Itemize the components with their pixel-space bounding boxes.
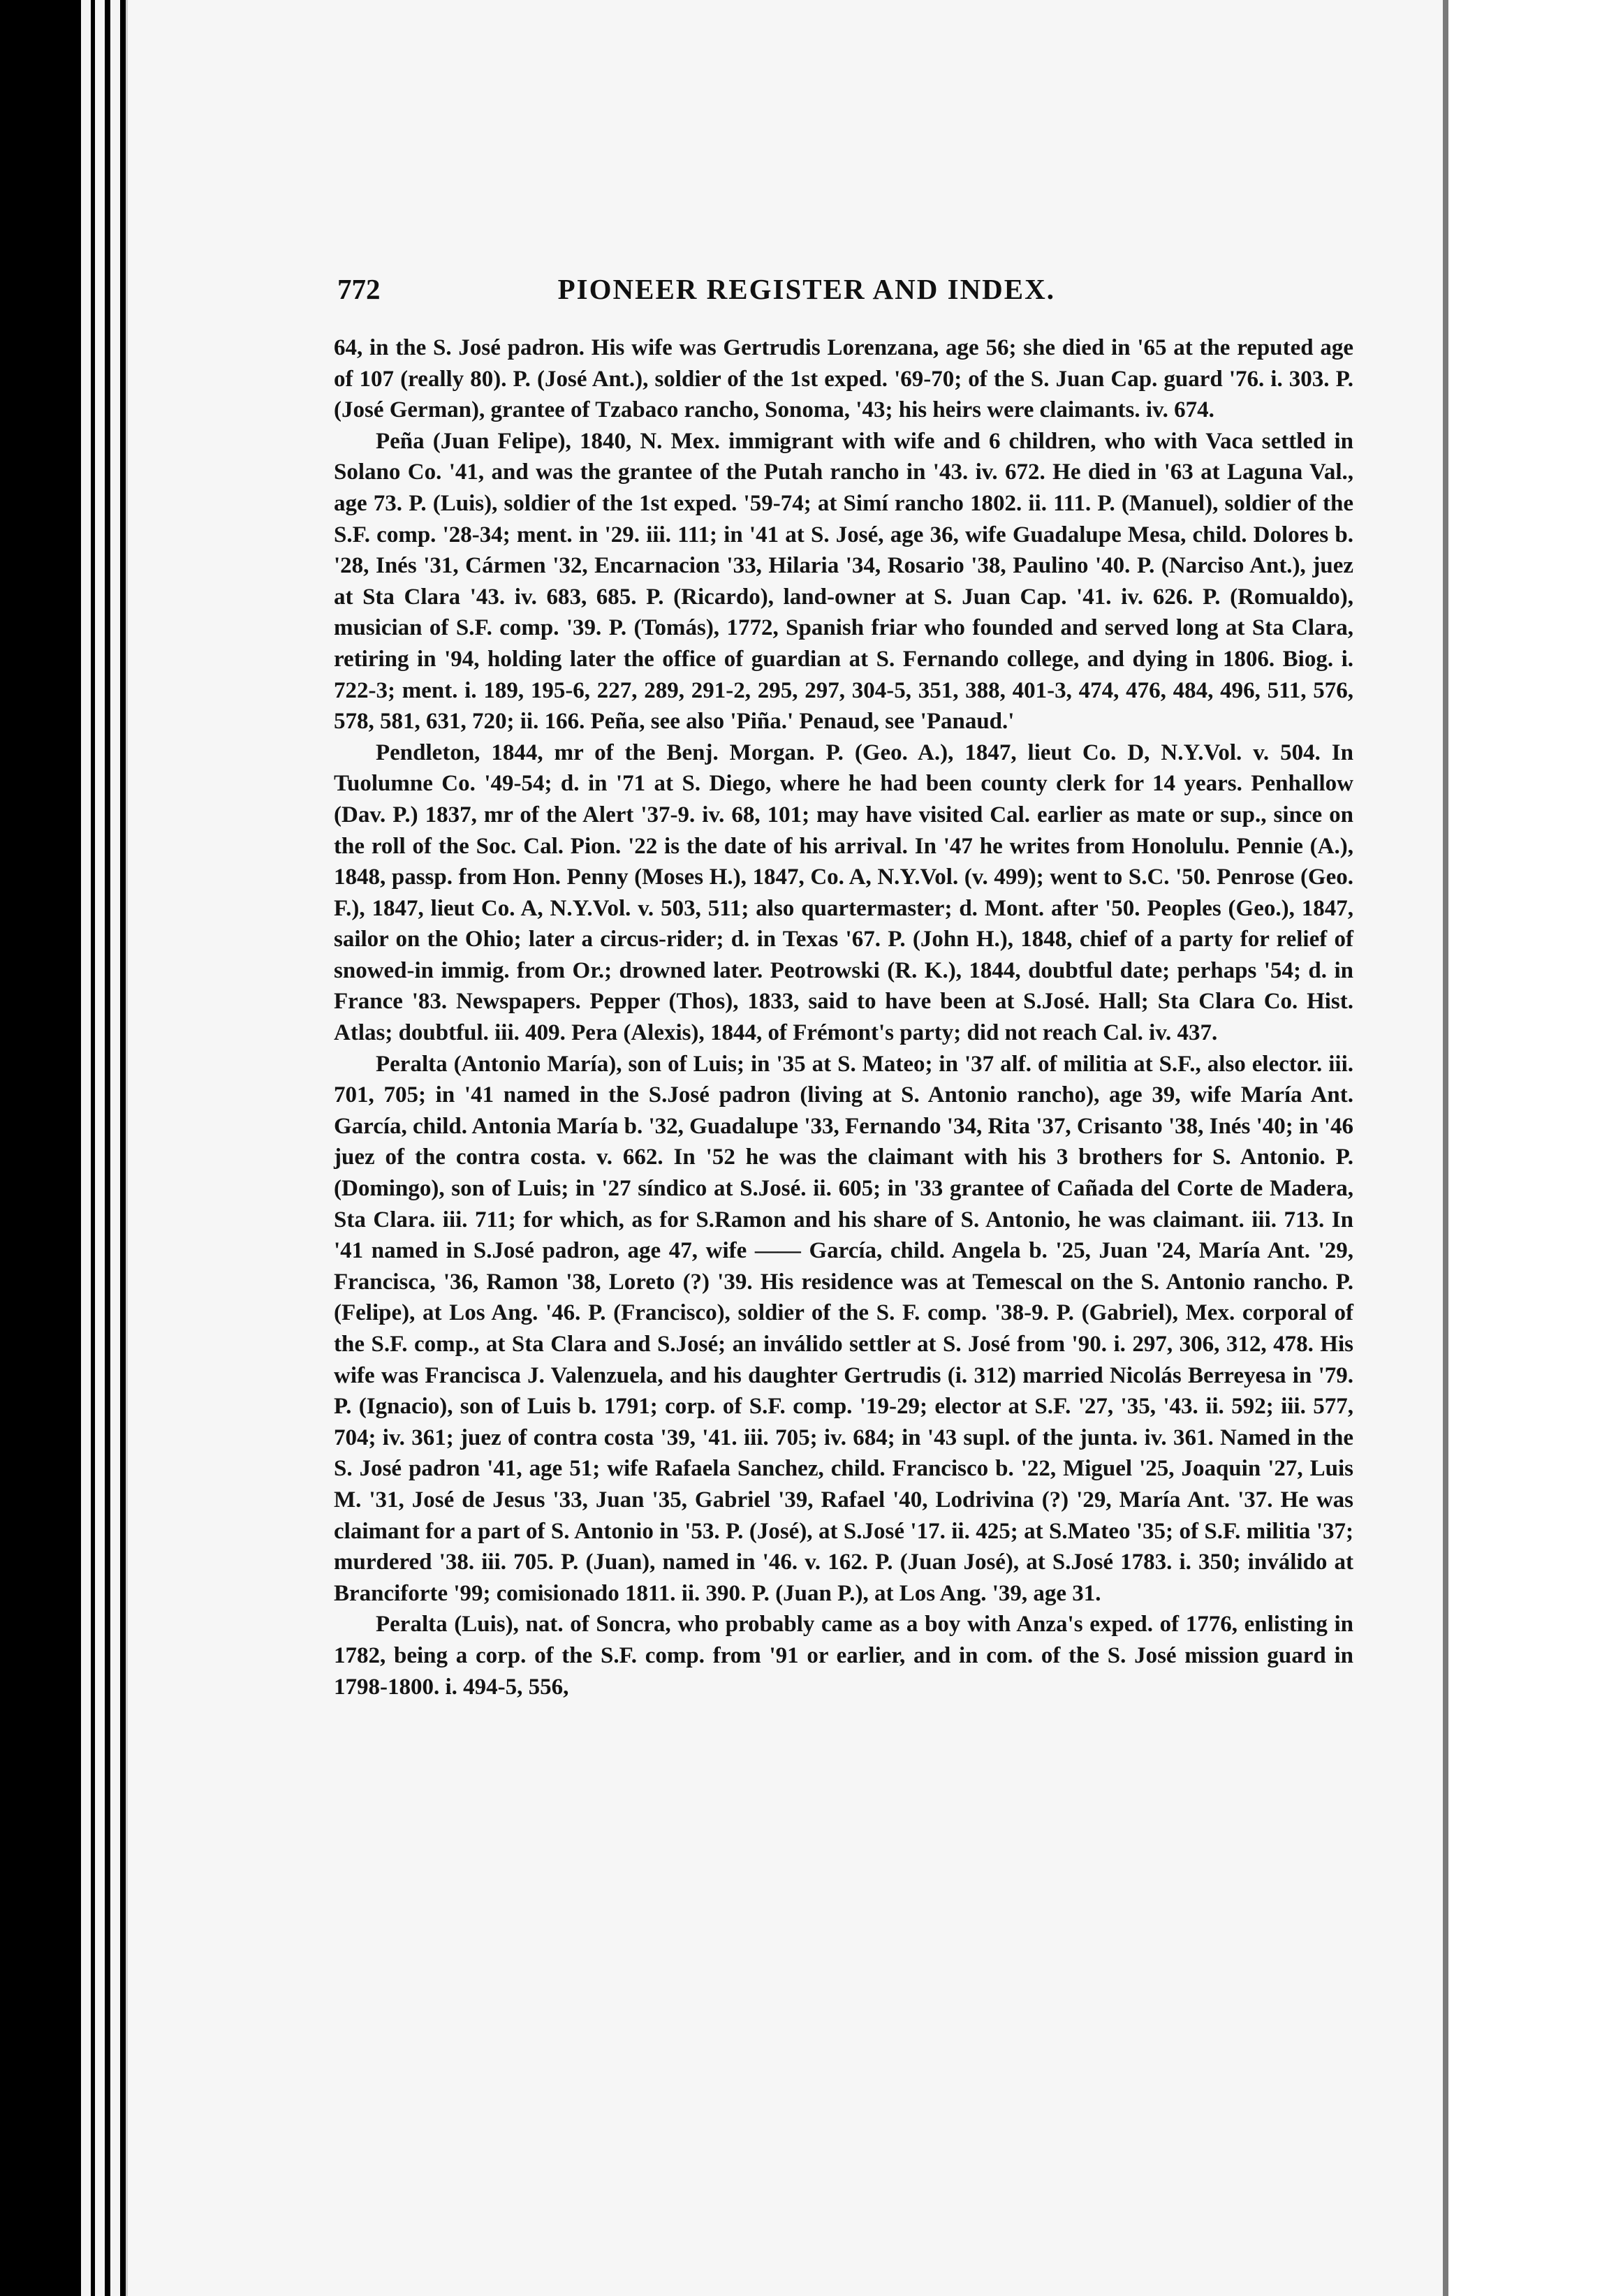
paragraph: 64, in the S. José padron. His wife was Gertrudis Lorenzana, age 56; she died in '65 at the reputed age of 107 (really 80). P. (José Ant.), soldier of the 1st exped. '69-70; of the S. Juan Cap. guard '76. i. 303. P. (José German), grantee of Tzabaco rancho, Sonoma, '43; his heirs were claimants. iv. 674.	[334, 335, 1353, 423]
page-header	[337, 272, 1349, 306]
page-gutter	[1443, 0, 1448, 2296]
running-head: PIONEER REGISTER AND INDEX.	[557, 273, 1055, 305]
page-stack-edge	[95, 0, 105, 2296]
page-stack-edge	[110, 0, 120, 2296]
page-number: 772	[337, 273, 381, 305]
paragraph: Pendleton, 1844, mr of the Benj. Morgan. P. (Geo. A.), 1847, lieut Co. D, N.Y.Vol. v. 504. In Tuolumne Co. '49-54; d. in '71 at S. Diego, where he had been county clerk for 14 years. Penhallow (Dav. P.) 1837, mr of the Alert '37-9. iv. 68, 101; may have visited Cal. earlier as mate or sup., since on the roll of the Soc. Cal. Pion. '22 is the date of his arrival. In '47 he writes from Honolulu. Pennie (A.), 1848, passp. from Hon. Penny (Moses H.), 1847, Co. A, N.Y.Vol. (v. 499); went to S.C. '50. Penrose (Geo. F.), 1847, lieut Co. A, N.Y.Vol. v. 503, 511; also quartermaster; d. Mont. after '50. Peoples (Geo.), 1847, sailor on the Ohio; later a circus-rider; d. in Texas '67. P. (John H.), 1848, chief of a party for relief of snowed-in immig. from Or.; drowned later. Peotrowski (R. K.), 1844, doubtful date; perhaps '54; d. in France '83. Newspapers. Pepper (Thos), 1833, said to have been at S.José. Hall; Sta Clara Co. Hist. Atlas; doubtful. iii. 409. Pera (Alexis), 1844, of Frémont's party; did not reach Cal. iv. 437.	[334, 739, 1353, 1046]
facing-page	[1448, 0, 1623, 2296]
paragraph: Peralta (Luis), nat. of Soncra, who probably came as a boy with Anza's exped. of 1776, enlisting in 1782, being a corp. of the S.F. comp. from '91 or earlier, and in com. of the S. José mission guard in 1798-1800. i. 494-5, 556,	[334, 1612, 1353, 1700]
paragraph: Peralta (Antonio María), son of Luis; in '35 at S. Mateo; in '37 alf. of militia at S.F., also elector. iii. 701, 705; in '41 named in the S.José padron (living at S. Antonio rancho), age 39, wife María Ant. García, child. Antonia María b. '32, Guadalupe '33, Fernando '34, Rita '37, Crisanto '38, Inés '40; in '46 juez of the contra costa. v. 662. In '52 he was the claimant with his 3 brothers for S. Antonio. P. (Domingo), son of Luis; in '27 síndico at S.José. ii. 605; in '33 grantee of Cañada del Corte de Madera, Sta Clara. iii. 711; for which, as for S.Ramon and his share of S. Antonio, he was claimant. iii. 713. In '41 named in S.José padron, age 47, wife —— García, child. Angela b. '25, Juan '24, María Ant. '29, Francisca, '36, Ramon '38, Loreto (?) '39. His residence was at Temescal on the S. Antonio rancho. P. (Felipe), at Los Ang. '46. P. (Francisco), soldier of the S. F. comp. '38-9. P. (Gabriel), Mex. corporal of the S.F. comp., at Sta Clara and S.José; an inválido settler at S. José from '90. i. 297, 306, 312, 478. His wife was Francisca J. Valenzuela, and his daughter Gertrudis (i. 312) married Nicolás Berreyesa in '79. P. (Ignacio), son of Luis b. 1791; corp. of S.F. comp. '19-29; elector at S.F. '27, '35, '43. ii. 592; iii. 577, 704; iv. 361; juez of contra costa '39, '41. iii. 705; iv. 684; in '43 supl. of the junta. iv. 361. Named in the S. José padron '41, age 51; wife Rafaela Sanchez, child. Francisco b. '22, Miguel '25, Joaquin '27, Luis M. '31, José de Jesus '33, Juan '35, Gabriel '39, Rafael '40, Lodrivina (?) '29, María Ant. '37. He was claimant for a part of S. Antonio in '53. P. (José), at S.José '17. ii. 425; at S.Mateo '35; of S.F. militia '37; murdered '38. iii. 705. P. (Juan), named in '46. v. 162. P. (Juan José), at S.José 1783. i. 350; inválido at Branciforte '99; comisionado 1811. ii. 390. P. (Juan P.), at Los Ang. '39, age 31.	[334, 1051, 1353, 1606]
body-text	[334, 332, 1353, 1702]
paragraph: Peña (Juan Felipe), 1840, N. Mex. immigrant with wife and 6 children, who with Vaca settled in Solano Co. '41, and was the grantee of the Putah rancho in '43. iv. 672. He died in '63 at Laguna Val., age 73. P. (Luis), soldier of the 1st exped. '59-74; at Simí rancho 1802. ii. 111. P. (Manuel), soldier of the S.F. comp. '28-34; ment. in '29. iii. 111; in '41 at S. José, age 36, wife Guadalupe Mesa, child. Dolores b. '28, Inés '31, Cármen '32, Encarnacion '33, Hilaria '34, Rosario '38, Paulino '40. P. (Narciso Ant.), juez at Sta Clara '43. iv. 683, 685. P. (Ricardo), land-owner at S. Juan Cap. '41. iv. 626. P. (Romualdo), musician of S.F. comp. '39. P. (Tomás), 1772, Spanish friar who founded and served long at Sta Clara, retiring in '94, holding later the office of guardian at S. Fernando college, and dying in 1806. Biog. i. 722-3; ment. i. 189, 195-6, 227, 289, 291-2, 295, 297, 304-5, 351, 388, 401-3, 474, 476, 484, 496, 511, 576, 578, 581, 631, 720; ii. 166. Peña, see also 'Piña.' Penaud, see 'Panaud.'	[334, 428, 1353, 735]
page-stack-edge	[81, 0, 91, 2296]
